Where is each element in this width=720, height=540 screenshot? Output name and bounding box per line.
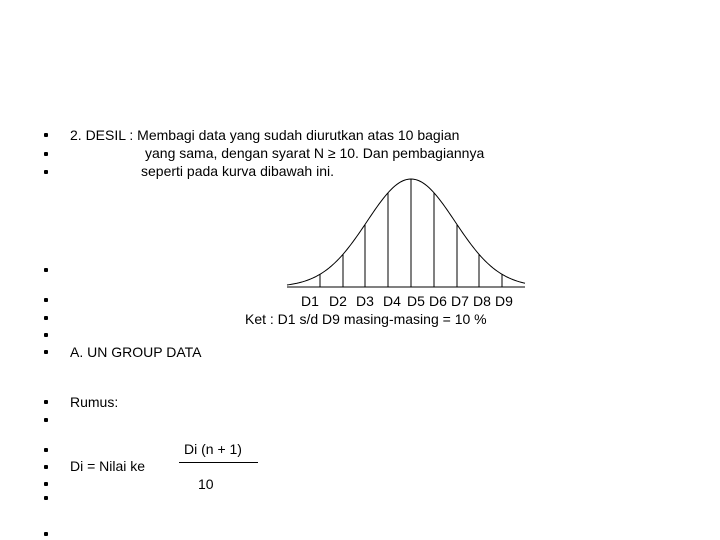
rumus-label: Rumus: <box>70 394 119 410</box>
desil-line-1: 2. DESIL : Membagi data yang sudah diurutkan atas 10 bagian <box>70 127 460 143</box>
formula-numerator: Di (n + 1) <box>184 441 242 457</box>
decile-label-d3: D3 <box>356 293 374 309</box>
desil-line-2: yang sama, dengan syarat N ≥ 10. Dan pembagiannya <box>145 145 485 161</box>
formula-denominator: 10 <box>198 476 214 492</box>
section-title: A. UN GROUP DATA <box>70 344 202 360</box>
decile-label-d4: D4 <box>383 293 401 309</box>
decile-label-d8: D8 <box>473 293 491 309</box>
decile-label-d9: D9 <box>495 293 513 309</box>
fraction-bar <box>179 462 258 463</box>
bell-curve <box>287 179 525 285</box>
desil-line-3: seperti pada kurva dibawah ini. <box>141 163 335 179</box>
decile-label-d1: D1 <box>301 293 319 309</box>
decile-label-d6: D6 <box>429 293 447 309</box>
decile-label-d7: D7 <box>451 293 469 309</box>
decile-note: Ket : D1 s/d D9 masing-masing = 10 % <box>245 311 487 327</box>
decile-label-d2: D2 <box>329 293 347 309</box>
decile-label-d5: D5 <box>407 293 425 309</box>
formula-lhs: Di = Nilai ke <box>70 458 146 474</box>
